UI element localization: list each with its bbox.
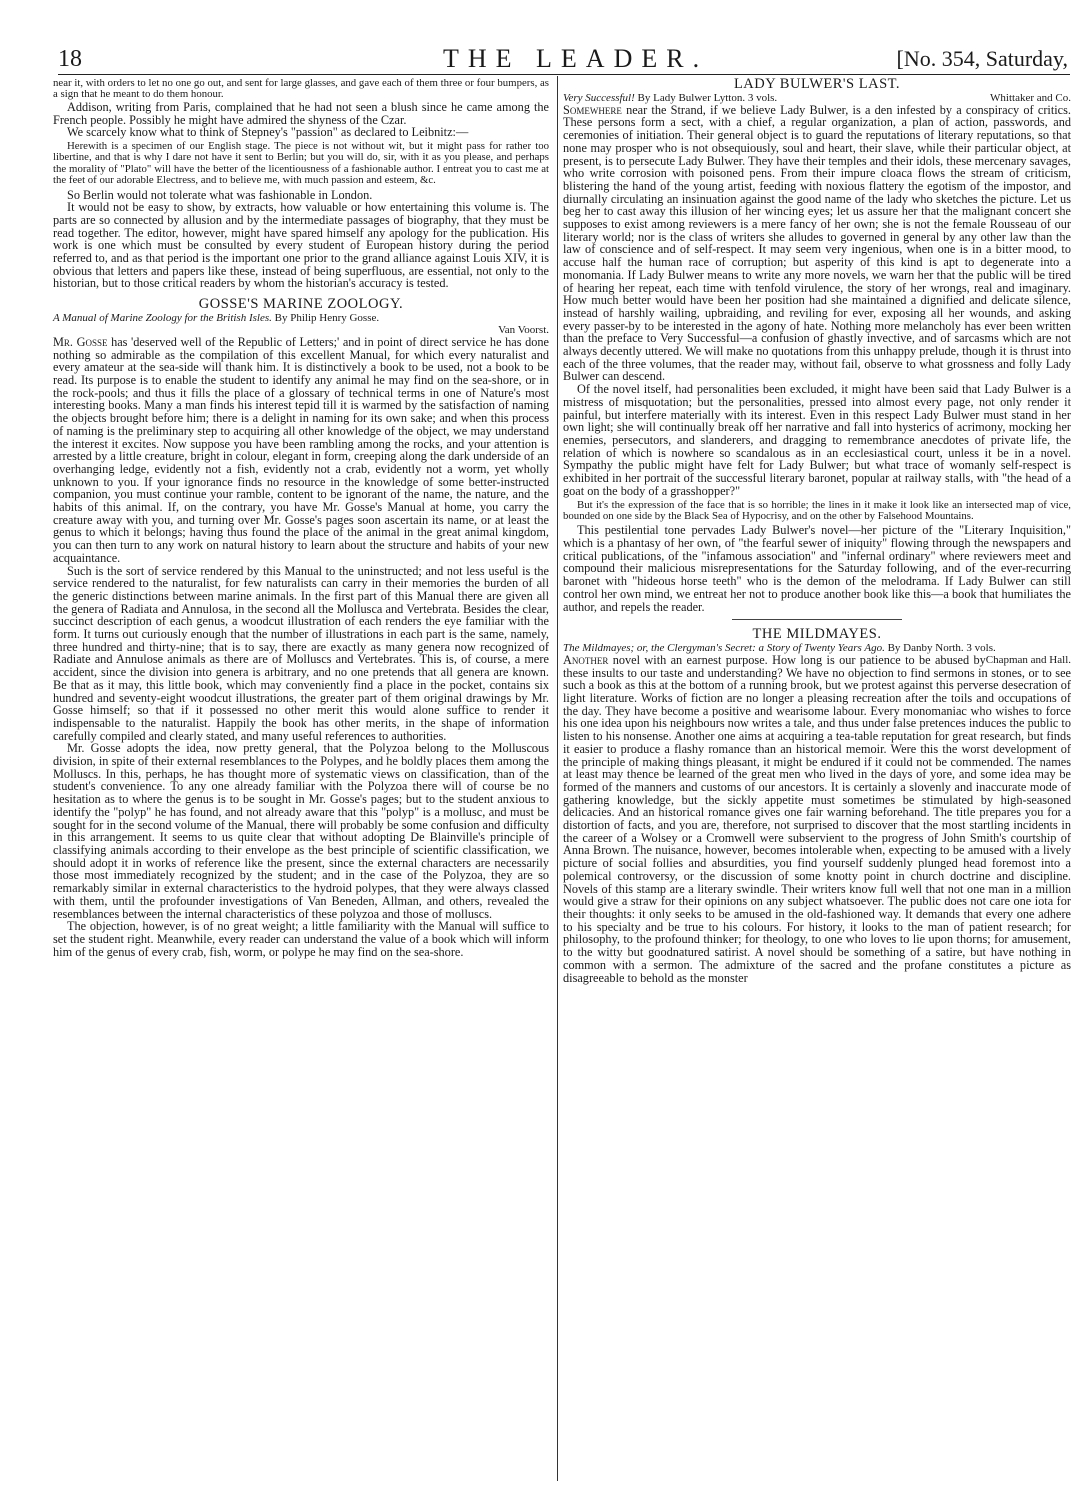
right-column (563, 78, 1071, 984)
paragraph (53, 336, 549, 565)
paragraph: The objection, however, is of no great weight; a little familiarity with the Manual will suffice to set the student right. Meanwhile, every reader can understand the value of a book which will inform him of the genus of every crab, fish, worm, or polype he may find on the sea-shore. (53, 919, 549, 959)
masthead-rule (58, 74, 1070, 75)
paragraph (563, 654, 1071, 984)
paragraph: Of the novel itself, had personalities been excluded, it might have been said that Lady Bulwer is a mistress of misquotation; but the personalities, pressed into almost every page, not only render it painful, but interfere materially with its interest. Even in this respect Lady Bulwer must stand in her own light; she will continually break off her narrative and fall into hysterics of acrimony, mocking her enemies, persecutors, and slanderers, and dragging to remembrance anecdotes of private life, the relation of which is nowhere so scandalous as in an ecclesiastical court, unless it be in a novel. Sympathy the public might have felt for Lady Bulwer; but what trace of womanly self-respect is exhibited in her portrait of the successful literary baronet, popular at railway stalls, with "the head of a goat on the body of a grasshopper?" (563, 382, 1071, 498)
paragraph-text: near the Strand, if we believe Lady Bulwer, is a den infested by a conspiracy of critics. These persons form a sect, with a chief, a regular organization, a plan of action, passwords, and ceremonies of initiation. Their general object is to guard the reputations of literary reputations, so that none may prosper who is not obsequiously, soul and heart, their slave, while their particular object, at present, is to persecute Lady Bulwer. They have their temples and their idols, these mercenary savages, who write corrosion with poisoned pens. From their impure cloaca flows the stream of criticism, blistering the hand of the young artist, feeding with noxious flattery the egotism of the impostor, and diurnally circulating an insinuation against the good name of the lady who sketches the picture. Let us beg her to cast away this illusion of her wincing eyes; let us assure her that the malignant concert she supposes to exist among reviewers is a mere fancy of her own; she is not the female Rousseau of our literary world; nor is the class of writers she alludes to governed in general by any other law than the law of conscience and of self-respect. It may seem very ingenious, when one is in a bitter mood, to accuse half the human race of corruption; but asperity of this kind is apt to degenerate into a monomania. If Lady Bulwer means to write any more novels, we warn her that the public will be tired of hearing her repeat, each time with tenfold virulence, the story of her wrongs, real and imaginary. How much better would have been her position had she maintained a dignified and delicate silence, instead of harshly wailing, upbraiding, and reviling for ever, exposing all her wounds, and asking every passer-by to be interested in the agony of hate. Nothing more melancholy has ever been written than the preface to Very Successful—a confusion of ghastly invective, and of sarcasms which are not always decently uttered. We will make no quotations from this unhappy prelude, though it is thrust into each of the three volumes, that the reader may, without fail, observe to what grossness and folly Lady Bulwer can descend. (563, 102, 1071, 384)
book-citation (53, 312, 549, 324)
left-column (53, 78, 549, 958)
book-publisher: Whittaker and Co. (990, 91, 1071, 104)
paragraph: This pestilential tone pervades Lady Bulwer's novel—her picture of the "Literary Inquisition," which is a phantasy of her own, of "the fearful sewer of iniquity" flowing through the newspapers and critical publications, of the "infamous association" and "infernal ordinary" where reviewers meet and compound their malicious misrepresentations for the Saturday following, and of the ever-recurring baronet with "hideous horse teeth" who is the demon of the melodrama. If Lady Bulwer can still control her own mind, we entreat her not to produce another book like this—a book that humiliates the author, and repels the reader. (563, 523, 1071, 614)
review-heading: THE MILDMAYES. (752, 626, 882, 643)
book-title: Very Successful! (563, 91, 635, 104)
review-heading: LADY BULWER'S LAST. (733, 76, 901, 92)
lead-word: Somewhere (563, 102, 622, 117)
book-author: By Philip Henry Gosse. (274, 311, 380, 324)
paragraph-text: novel with an earnest purpose. How long is our patience to be abused by these insults to our taste and understanding? We have no objection to find sermons in stones, or to see such a book as this at the bottom of a running brook, but we protest against this perverse desecration of light literature. Works of fiction are no longer a pleasing recreation after the toils and occupations of the day. They have become a positive and wearisome labour. Every monomaniac who wishes to force his one idea upon his neighbours now writes a tale, and thus under false pretences induces the public to listen to his nonsense. Another one aims at acquiring a tea-table reputation for great research, but finds it easier to produce a flashy romance than an historical memoir. Were this the worst development of the principle of making things pleasant, it might be endured if it could not be commended. The names at least may thence be learned of the great men who lived in the days of yore, and some idea may be formed of the manners and customs of our ancestors. It is certainly a slovenly and inaccurate mode of gathering knowledge, but the sickly appetite must sometimes be stimulated by high-seasoned delicacies. And an historical romance gives one fair warning beforehand. The title prepares you for a distortion of facts, and you are, therefore, not surprised to discover that the most startling incidents in the career of a Wolsey or a Cromwell were subservient to the progress of John Smith's courtship of Anna Brown. The nuisance, however, becomes intolerable when, expecting to be amused with a lively picture of social follies and absurdities, you find yourself suddenly plunged head foremost into a polemical controversy, or the discussion of some knotty point in church doctrine and discipline. Novels of this stamp are a literary swindle. Their writers know full well that not one man in a million would give a straw for their opinions on any subject whatsoever. The public does not care one iota for their thoughts: it only seeks to be amused in the old-fashioned way. It demands that every one adhere to his specialty and be true to his colours. For history, it looks to the man of patient research; for philosophy, to the profound thinker; for theology, to one who loves to lie upon thorns; for amusement, to the witty but goodnatured satirist. A novel should be something of a satire, but have nothing in common with a sermon. The admixture of the sacred and the profane constitutes a picture as disagreeable to behold as the monster (563, 652, 1071, 985)
book-title: The Mildmayes; or, the Clergyman's Secret: a Story of Twenty Years Ago. (563, 641, 885, 654)
paragraph-text: has 'deserved well of the Republic of Letters;' and in point of direct service he has done nothing so admirable as the compilation of this excellent Manual, for which every naturalist and every amateur at the sea-side will thank him. It is distinctively a book to be used, not a book to be read. Its purpose is to enable the student to identify any animal he may find on the sea-shore, or in the rock-pools; and thus it fills the place of a glossary of technical terms in one of Nature's most interesting books. Many a man finds his interest tepid till it is warmed by the satisfaction of naming the objects brought before him; there is a delight in naming for its own sake; and when this process of naming is the preliminary step to acquiring all other knowledge of the object, we may understand the interest it excites. Now suppose you have been rambling among the rocks, and your attention is arrested by a little creature, bright in colour, elegant in form, creeping along the dark underside of an overhanging ledge, evidently not a fish, evidently not a crab, evidently not a worm, yet wholly unknown to you. If your ignorance finds no resource in the knowledge of some better-instructed companion, you must continue your ramble, content to be ignorant of the name, the nature, and the habits of this animal. If, on the contrary, you have Mr. Gosse's Manual at home, you carry the creature away with you, and turning over Mr. Gosse's pages soon ascertain its name, or at least the genus to which it belongs; having thus found the place of the animal in the great animal kingdom, you can then turn to any work on natural history to learn about the structure and habits of your new acquaintance. (53, 334, 549, 565)
newspaper-title: THE LEADER. (443, 44, 709, 73)
issue-label: [No. 354, Saturday, (896, 46, 1068, 71)
section-rule (732, 619, 902, 620)
masthead (58, 44, 1068, 73)
lead-word: Mr. Gosse (53, 334, 108, 349)
book-title: A Manual of Marine Zoology for the British Isles. (53, 311, 272, 324)
block-quote: But it's the expression of the face that is so horrible; the lines in it make it look like an intersected map of vice, bounded on one side by the Black Sea of Hypocrisy, and on the other by Falsehood Mountains. (563, 498, 1071, 522)
paragraph: near it, with orders to let no one go out, and sent for large glasses, and gave each of them three or four bumpers, as a sign that he meant to do them honour. (53, 77, 549, 101)
book-author: By Danby North. 3 vols. (887, 641, 996, 654)
paragraph: Mr. Gosse adopts the idea, now pretty general, that the Polyzoa belong to the Molluscous division, in spite of their external resemblances to the Polypes, and he boldly places them among the Molluscs. In this, perhaps, he has thought more of systematic views on classification, than of the student's convenience. To any one already familiar with the Polyzoa there will of course be no hesitation as to where the genus is to be sought in Mr. Gosse's pages; but to the student anxious to identify the "polyp" he has found, and not already aware that this "polyp" is a mollusc, and must be sought for in the second volume of the Manual, there will probably be some confusion and difficulty in this arrangement. It seems to us quite clear that without adopting De Blainville's principle of classifying animals according to their envelope as the best principle of scientific classification, we should adopt it in works of reference like the present, since the external characters are necessarily those most immediately recognized by the student; and in the case of the Polyzoa, they are so remarkably similar in external characteristics to the hydroid polypes, that they were always classed with them, until the profounder investigations of Van Beneden, Allman, and others, revealed the resemblances between the internal characteristics of these polyzoa and those of molluscs. (53, 741, 549, 921)
block-quote: Herewith is a specimen of our English stage. The piece is not without wit, but it might pass for rather too libertine, and that is why I dare not have it sent to Berlin; but you will do, sir, with it as you please, and perhaps the morality of "Plato" will have the better of the licentiousness of a fashionable author. I entreat you to cast me at the feet of our adorable Electress, and to believe me, with much passion and esteem, &c. (53, 139, 549, 187)
paragraph: Addison, writing from Paris, complained that he had not seen a blush since he came among the French people. Possibly he might have admired the shyness of the Czar. (53, 99, 549, 127)
paragraph: Such is the sort of service rendered by this Manual to the uninstructed; and not less useful is the service rendered to the naturalist, for few naturalists can carry in their memories the burden of all the generic distinctions between marine animals. In the first part of this Manual there are given all the genera of Radiata and Annulosa, in the second all the Mollusca and Vertebrata. Besides the clear, succinct description of each genus, a woodcut illustration of each renders the eye familiar with the form. It turns out curiously enough that the number of illustrations in each part is the same, namely, three hundred and thirty-nine; that is to say, there are exactly as many genera now recognized of Radiate and Annulose animals as there are of Molluscs and Vertebrates. This is, of course, a mere accident, since the division into genera is arbitrary, and no one pretends that all genera are known. Be that as it may, this little book, which may conveniently find a place in the pocket, contains six hundred and seventy-eight woodcut illustrations, the greater part of them original drawings by Mr. Gosse himself; so that if it possessed no other merit this would alone suffice to render it indispensable to the naturalist. Happily the book has other merits, in the shape of information carefully compiled and clearly stated, and many useful references to authorities. (53, 563, 549, 743)
paragraph: It would not be easy to show, by extracts, how valuable or how entertaining this volume is. The parts are so connected by allusion and by the intermediate passages of biography, that they must be read together. The editor, however, might have spared himself any apology for the publication. His work is one which must be consulted by every student of European history during the period referred to, and as that period is the important one prior to the grand alliance against Louis XIV, it is obvious that letters and papers like these, instead of being superfluous, are essential, not only to the historian, but to those critical readers by whom the historian's accuracy is tested. (53, 200, 549, 291)
book-publisher: Chapman and Hall. (985, 653, 1071, 666)
book-author: By Lady Bulwer Lytton. 3 vols. (637, 91, 778, 104)
book-publisher: Van Voorst. (498, 323, 549, 336)
column-divider (557, 76, 558, 1481)
page-number: 18 (58, 46, 82, 72)
paragraph (563, 104, 1071, 383)
lead-word: Another (563, 652, 609, 667)
paragraph: So Berlin would not tolerate what was fashionable in London. (67, 187, 373, 202)
paragraph: We scarcely know what to think of Stepney's "passion" as declared to Leibnitz:— (67, 125, 469, 140)
review-heading: GOSSE'S MARINE ZOOLOGY. (198, 296, 404, 313)
